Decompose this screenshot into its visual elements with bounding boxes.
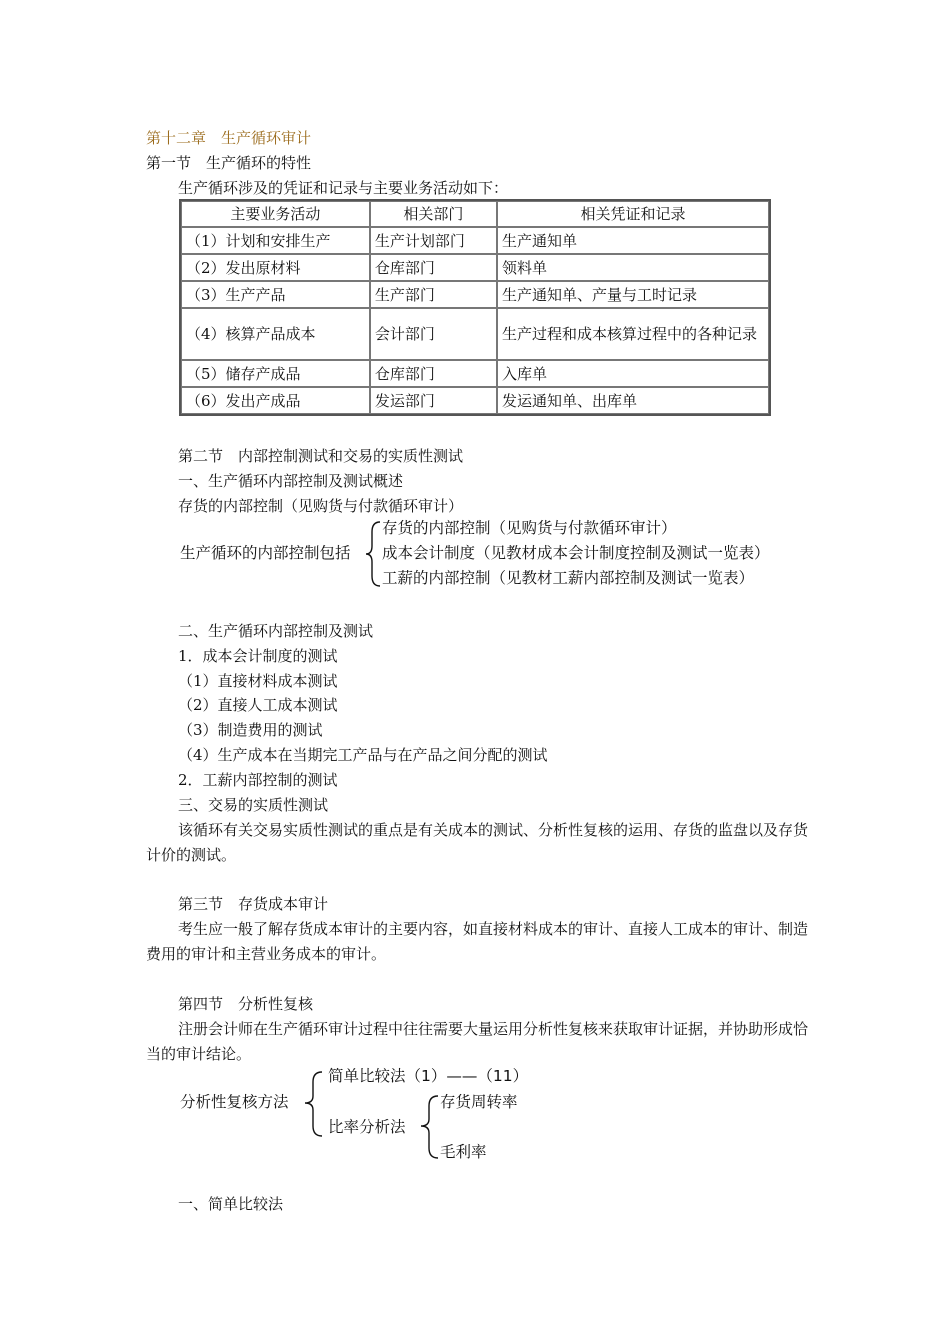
section-2-item1: 1．成本会计制度的测试 [178,647,338,665]
analytic-diagram-leaf: 存货周转率 [440,1093,518,1111]
table-row [181,308,769,360]
list-item: （2）直接人工成本测试 [178,696,338,714]
section-1-title: 第一节 生产循环的特性 [146,154,312,172]
section-4-last-heading: 一、简单比较法 [178,1195,284,1213]
section-3-paragraph: 考生应一般了解存货成本审计的主要内容，如直接材料成本的审计、直接人工成本的审计、制造费用的审计和主营业务成本的审计。 [146,920,809,963]
business-activity-table [179,199,771,416]
section-4-title: 第四节 分析性复核 [178,995,314,1013]
table-row [181,281,769,308]
section-3-title: 第三节 存货成本审计 [178,895,329,913]
curly-brace-icon [302,1070,324,1138]
table-cell: 领料单 [497,254,769,281]
table-cell: （3）生产产品 [181,281,370,308]
section-4-paragraph: 注册会计师在生产循环审计过程中往往需要大量运用分析性复核来获取审计证据，并协助形成恰当的审计结论。 [146,1020,809,1063]
internal-control-diagram-item: 存货的内部控制（见购货与付款循环审计） [382,519,677,537]
table-cell: （5）储存产成品 [181,360,370,387]
internal-control-diagram-item: 成本会计制度（见教材成本会计制度控制及测试一览表） [382,544,770,562]
analytic-diagram-leaf: 毛利率 [440,1143,487,1161]
curly-brace-icon [418,1094,440,1160]
table-cell: 生产通知单、产量与工时记录 [497,281,769,308]
table-row [181,387,769,414]
section-2-title: 第二节 内部控制测试和交易的实质性测试 [178,447,464,465]
table-cell: （2）发出原材料 [181,254,370,281]
table-row [181,227,769,254]
curly-brace-icon [364,520,382,588]
section-2-sub1: 一、生产循环内部控制及测试概述 [178,472,404,490]
section-2-item2: 2．工薪内部控制的测试 [178,771,338,789]
table-header: 相关部门 [370,201,497,227]
table-cell: 仓库部门 [370,360,497,387]
list-item: （4）生产成本在当期完工产品与在产品之间分配的测试 [178,746,548,764]
table-cell: （6）发出产成品 [181,387,370,414]
section-2-paragraph: 该循环有关交易实质性测试的重点是有关成本的测试、分析性复核的运用、存货的监盘以及存货计价的测试。 [146,821,809,864]
section-2-sub3: 三、交易的实质性测试 [178,796,329,814]
section-1-intro: 生产循环涉及的凭证和记录与主要业务活动如下： [178,179,509,197]
internal-control-diagram-root: 生产循环的内部控制包括 [180,544,351,562]
table-header: 相关凭证和记录 [497,201,769,227]
analytic-diagram-branch: 简单比较法（1）——（11） [328,1067,529,1085]
internal-control-diagram-item: 工薪的内部控制（见教材工薪内部控制及测试一览表） [382,569,755,587]
table-cell: 发运通知单、出库单 [497,387,769,414]
chapter-title: 第十二章 生产循环审计 [146,129,312,147]
table-cell: 生产计划部门 [370,227,497,254]
list-item: （3）制造费用的测试 [178,721,323,739]
table-cell: （1）计划和安排生产 [181,227,370,254]
analytic-diagram-branch: 比率分析法 [328,1118,406,1136]
table-header: 主要业务活动 [181,201,370,227]
table-cell: 生产部门 [370,281,497,308]
table-cell: 会计部门 [370,308,497,360]
list-item: （1）直接材料成本测试 [178,672,338,690]
section-2-sub2: 二、生产循环内部控制及测试 [178,622,374,640]
table-row [181,360,769,387]
table-row [181,254,769,281]
table-cell: 生产通知单 [497,227,769,254]
table-cell: 仓库部门 [370,254,497,281]
table-cell: 生产过程和成本核算过程中的各种记录 [497,308,769,360]
table-header-row [181,201,769,227]
table-cell: 发运部门 [370,387,497,414]
table-cell: （4）核算产品成本 [181,308,370,360]
table-cell: 入库单 [497,360,769,387]
analytic-diagram-root: 分析性复核方法 [180,1093,289,1111]
section-2-line1: 存货的内部控制（见购货与付款循环审计） [178,497,464,515]
